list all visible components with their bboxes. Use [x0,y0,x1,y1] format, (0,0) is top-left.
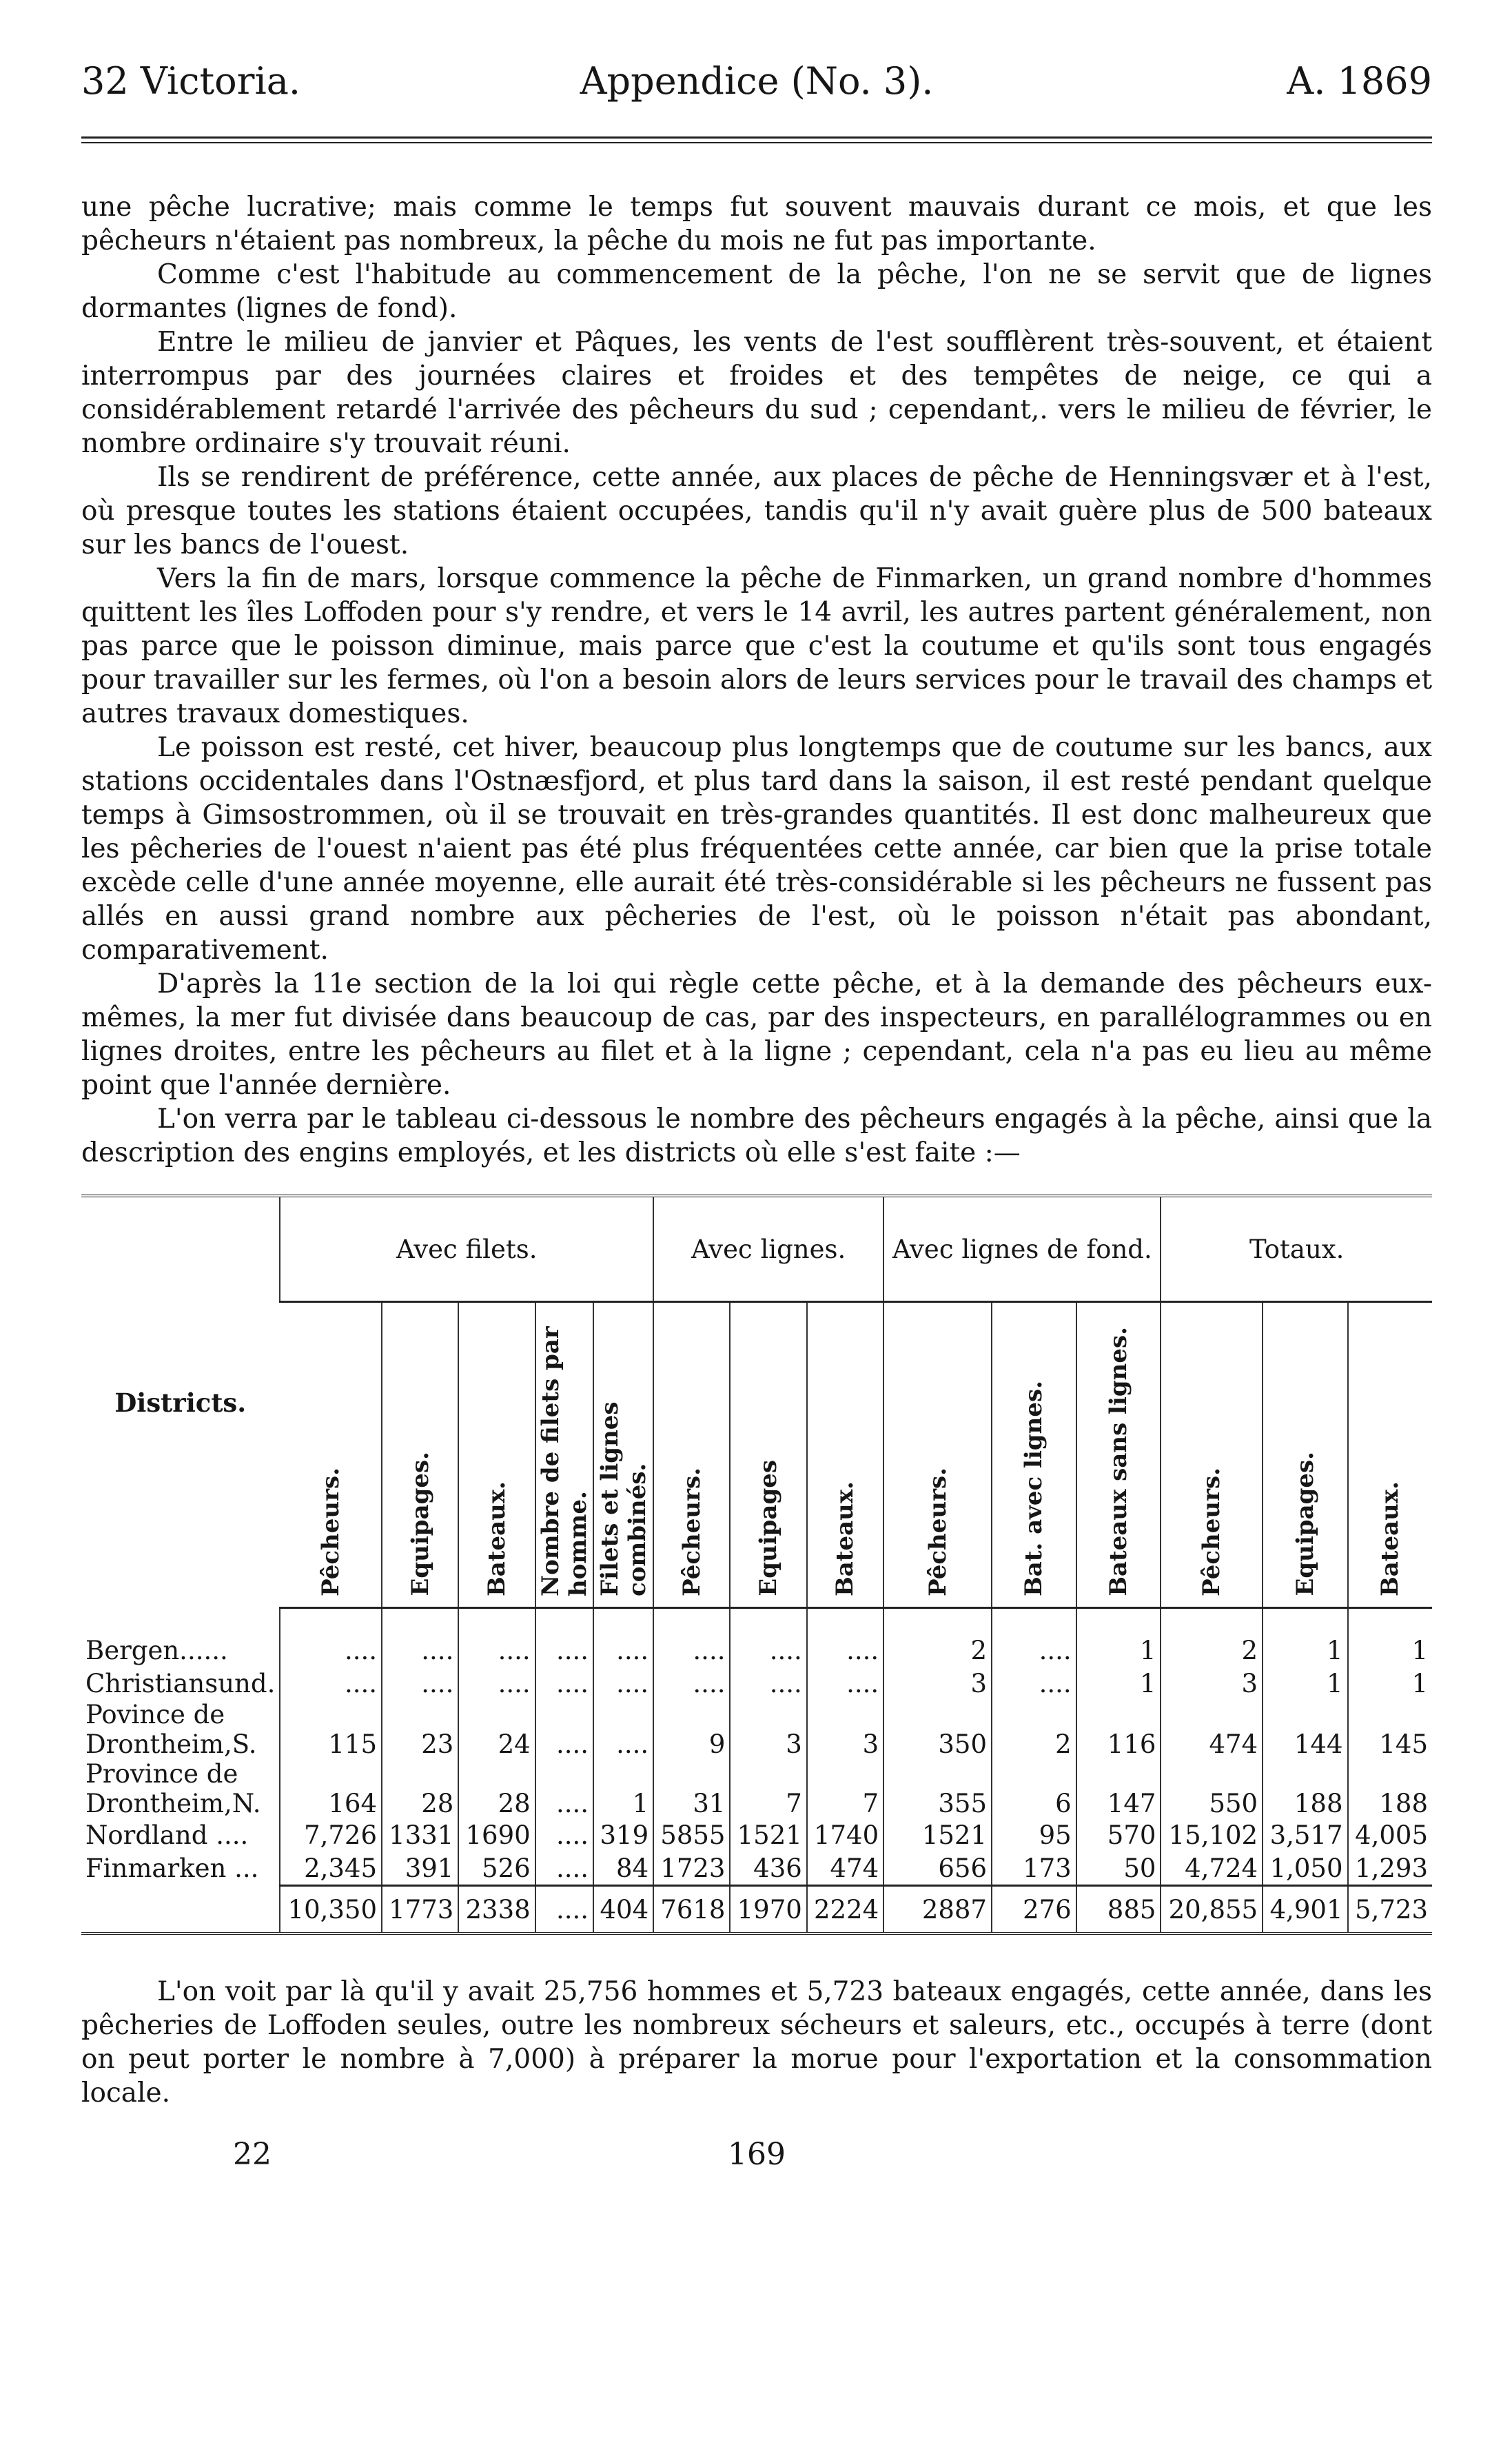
table-cell: 2,345 [280,1851,382,1886]
column-header-label: Pêcheurs. [1198,1468,1226,1596]
column-header [458,1302,535,1608]
table-cell: .... [535,1818,593,1851]
group-header-lignes: Avec lignes. [653,1197,883,1302]
table-row [81,1667,1432,1700]
column-header-label: Equipages [755,1460,783,1596]
table-row [81,1634,1432,1667]
table-cell: .... [807,1634,883,1667]
table-cell: 3 [1161,1667,1263,1700]
district-name-line: Drontheim,N. [85,1789,261,1818]
group-header-totaux: Totaux. [1161,1197,1432,1302]
table-cell: 1331 [382,1818,458,1851]
column-header-label: Bateaux sans lignes. [1105,1327,1133,1596]
table-cell: 1 [1348,1634,1432,1667]
table-cell: 5855 [653,1818,730,1851]
table-cell: .... [535,1759,593,1818]
table-cell: 28 [382,1759,458,1818]
table-cell: 474 [1161,1700,1263,1759]
total-cell: 10,350 [280,1886,382,1933]
table-cell: .... [280,1667,382,1700]
total-cell: .... [535,1886,593,1933]
total-cell: 4,901 [1263,1886,1347,1933]
column-header-label: Pêcheurs. [677,1468,706,1596]
table-cell: 116 [1076,1700,1161,1759]
column-header-label: Bateaux. [482,1481,511,1596]
district-name-line: Povince de [85,1700,225,1729]
table-cell: .... [807,1667,883,1700]
table-cell: 2 [992,1700,1076,1759]
table-cell: 28 [458,1759,535,1818]
table-row [81,1851,1432,1886]
district-name-line: Finmarken ... [85,1854,259,1884]
column-header [653,1302,730,1608]
fishery-table-wrapper [81,1195,1432,1935]
column-header [807,1302,883,1608]
table-cell: 1 [593,1759,653,1818]
table-cell: .... [535,1700,593,1759]
paragraph: une pêche lucrative; mais comme le temps fut souvent mauvais durant ce mois, et que les pêcheurs n'étaient pas nombreux, la pêche du mois ne fut pas importante. [81,192,1432,256]
table-cell: .... [535,1634,593,1667]
table-cell: 50 [1076,1851,1161,1886]
total-cell: 5,723 [1348,1886,1432,1933]
table-cell: 6 [992,1759,1076,1818]
table-cell: 15,102 [1161,1818,1263,1851]
table-cell: .... [730,1667,806,1700]
table-cell: 2 [1161,1634,1263,1667]
total-cell: 1970 [730,1886,806,1933]
total-cell: 885 [1076,1886,1161,1933]
paragraph: Le poisson est resté, cet hiver, beaucoup plus longtemps que de coutume sur les bancs, aux stations occidentales dans l'Ostnæsfjord, et plus tard dans la saison, il est resté pendant quelque temps à Gimsostrommen, où il se trouvait en très-grandes quantités. Il est donc malheureux que les pêcheries de l'ouest n'aient pas été plus fréquentées cette année, car bien que la prise totale excède celle d'une année moyenne, elle aurait été très-considérable si les pêcheurs ne fussent pas allés en aussi grand nombre aux pêcheries de l'est, où le poisson n'était pas abondant, comparativement. [81,732,1432,966]
column-header [1263,1302,1347,1608]
table-cell: 3 [807,1700,883,1759]
table-cell: 4,724 [1161,1851,1263,1886]
column-header [280,1302,382,1608]
table-cell: 350 [883,1700,992,1759]
table-cell: .... [730,1634,806,1667]
column-header-label: Bat. avec lignes. [1020,1380,1048,1596]
table-cell: .... [992,1667,1076,1700]
district-name [81,1818,280,1851]
signature-mark: 22 [233,2137,272,2172]
table-cell: 7 [730,1759,806,1818]
column-header-label: Pêcheurs. [923,1468,952,1596]
paragraph: D'après la 11e section de la loi qui règle cette pêche, et à la demande des pêcheurs eux-mêmes, la mer fut divisée dans beaucoup de cas, par des inspecteurs, en parallélogrammes ou en lignes droites, entre les pêcheurs au filet et à la ligne ; cependant, cela n'a pas eu lieu au même point que l'année dernière. [81,968,1432,1101]
table-cell: .... [593,1700,653,1759]
column-header [593,1302,653,1608]
column-header-label: Pêcheurs. [316,1468,345,1596]
table-cell: 3,517 [1263,1818,1347,1851]
table-row [81,1700,1432,1759]
table-cell: 1 [1263,1667,1347,1700]
column-header-label: Filets et lignes combinés. [595,1401,651,1596]
paragraph: Ils se rendirent de préférence, cette année, aux places de pêche de Henningsvær et à l'est, où presque toutes les stations étaient occupées, tandis qu'il n'y avait guère plus de 500 bateaux sur les bancs de l'ouest. [81,462,1432,560]
district-name [81,1667,280,1700]
table-cell: 164 [280,1759,382,1818]
table-cell: .... [593,1634,653,1667]
table-cell: .... [653,1667,730,1700]
district-name [81,1634,280,1667]
fishery-table [81,1197,1432,1932]
column-header [730,1302,806,1608]
running-header [81,59,1432,121]
table-cell: 4,005 [1348,1818,1432,1851]
table-cell: 355 [883,1759,992,1818]
table-cell: 319 [593,1818,653,1851]
header-rule [81,136,1432,143]
table-cell: 1,050 [1263,1851,1347,1886]
paragraph: Comme c'est l'habitude au commencement de la pêche, l'on ne se servit que de lignes dormantes (lignes de fond). [81,259,1432,324]
paragraph: Entre le milieu de janvier et Pâques, les vents de l'est soufflèrent très-souvent, et étaient interrompus par des journées claires et froides et des tempêtes de neige, ce qui a considérablement retardé l'arrivée des pêcheurs du sud ; cependant,. vers le milieu de février, le nombre ordinaire s'y trouvait réuni. [81,327,1432,459]
total-cell: 7618 [653,1886,730,1933]
table-cell: 526 [458,1851,535,1886]
table-cell: 2 [883,1634,992,1667]
body-text [81,190,1432,1170]
table-row [81,1759,1432,1818]
column-header-label: Bateaux. [1376,1481,1404,1596]
total-cell: 276 [992,1886,1076,1933]
header-title: Appendice (No. 3). [580,59,934,103]
table-cell: .... [593,1667,653,1700]
group-header-lignes-fond: Avec lignes de fond. [883,1197,1161,1302]
district-name-line: Bergen...... [85,1635,228,1665]
header-session: 32 Victoria. [81,59,301,103]
district-name-line: Nordland .... [85,1820,249,1850]
districts-header: Districts. [114,1387,247,1418]
table-cell: 7,726 [280,1818,382,1851]
paragraph: L'on verra par le tableau ci-dessous le nombre des pêcheurs engagés à la pêche, ainsi que la description des engins employés, et les districts où elle s'est faite :— [81,1104,1432,1168]
table-cell: 391 [382,1851,458,1886]
total-cell: 20,855 [1161,1886,1263,1933]
table-cell: 173 [992,1851,1076,1886]
column-header [1076,1302,1161,1608]
table-cell: .... [535,1667,593,1700]
table-cell: 145 [1348,1700,1432,1759]
table-cell: .... [458,1634,535,1667]
table-cell: 1723 [653,1851,730,1886]
table-cell: 31 [653,1759,730,1818]
table-cell: 95 [992,1818,1076,1851]
table-cell: 147 [1076,1759,1161,1818]
district-name-line: Christiansund. [85,1668,276,1698]
table-cell: .... [382,1634,458,1667]
page-number: 169 [728,2137,786,2172]
table-cell: 144 [1263,1700,1347,1759]
table-cell: .... [382,1667,458,1700]
table-cell: 1521 [883,1818,992,1851]
total-cell: 2224 [807,1886,883,1933]
table-cell: 3 [730,1700,806,1759]
district-name [81,1759,280,1818]
table-cell: 1,293 [1348,1851,1432,1886]
column-header [1161,1302,1263,1608]
totals-label-cell [81,1886,280,1933]
table-cell: 3 [883,1667,992,1700]
total-cell: 404 [593,1886,653,1933]
table-cell: 1521 [730,1818,806,1851]
column-header [992,1302,1076,1608]
table-cell: 570 [1076,1818,1161,1851]
table-cell: 1740 [807,1818,883,1851]
group-header-filets: Avec filets. [280,1197,653,1302]
table-cell: 23 [382,1700,458,1759]
table-cell: 115 [280,1700,382,1759]
table-cell: 656 [883,1851,992,1886]
column-header [883,1302,992,1608]
table-cell: 474 [807,1851,883,1886]
table-cell: 84 [593,1851,653,1886]
table-row [81,1818,1432,1851]
table-cell: .... [653,1634,730,1667]
total-cell: 1773 [382,1886,458,1933]
page-footer [81,2137,1432,2178]
table-cell: 550 [1161,1759,1263,1818]
table-cell: 1 [1076,1667,1161,1700]
table-cell: 188 [1263,1759,1347,1818]
table-cell: 188 [1348,1759,1432,1818]
table-cell: 1690 [458,1818,535,1851]
column-header [535,1302,593,1608]
column-header-label: Nombre de filets par homme. [536,1326,592,1596]
totals-row [81,1886,1432,1933]
table-cell: .... [280,1634,382,1667]
table-cell: 436 [730,1851,806,1886]
paragraph: Vers la fin de mars, lorsque commence la pêche de Finmarken, un grand nombre d'hommes quittent les îles Loffoden pour s'y rendre, et vers le 14 avril, les autres partent généralement, non pas parce que le poisson diminue, mais parce que c'est la coutume et qu'ils sont tous engagés pour travailler sur les fermes, où l'on a besoin alors de leurs services pour le travail des champs et autres travaux domestiques. [81,563,1432,729]
table-cell: 24 [458,1700,535,1759]
column-header [1348,1302,1432,1608]
page [81,59,1432,2178]
column-header-label: Equipages. [1291,1452,1319,1596]
closing-paragraph: L'on voit par là qu'il y avait 25,756 hommes et 5,723 bateaux engagés, cette année, dans les pêcheries de Loffoden seules, outre les nombreux sécheurs et saleurs, etc., occupés à terre (dont on peut porter le nombre à 7,000) à préparer la morue pour l'exportation et la consommation locale. [81,1976,1432,2109]
table-cell: .... [535,1851,593,1886]
table-cell: .... [992,1634,1076,1667]
header-year: A. 1869 [1287,59,1432,103]
table-cell: .... [458,1667,535,1700]
district-name-line: Province de [85,1759,238,1789]
column-header-label: Equipages. [406,1452,434,1596]
total-cell: 2887 [883,1886,992,1933]
table-cell: 9 [653,1700,730,1759]
table-cell: 1 [1348,1667,1432,1700]
total-cell: 2338 [458,1886,535,1933]
table-cell: 7 [807,1759,883,1818]
table-cell: 1 [1076,1634,1161,1667]
district-name [81,1700,280,1759]
column-header [382,1302,458,1608]
column-header-label: Bateaux. [831,1481,859,1596]
district-name-line: Drontheim,S. [85,1729,257,1759]
district-name [81,1851,280,1886]
table-cell: 1 [1263,1634,1347,1667]
